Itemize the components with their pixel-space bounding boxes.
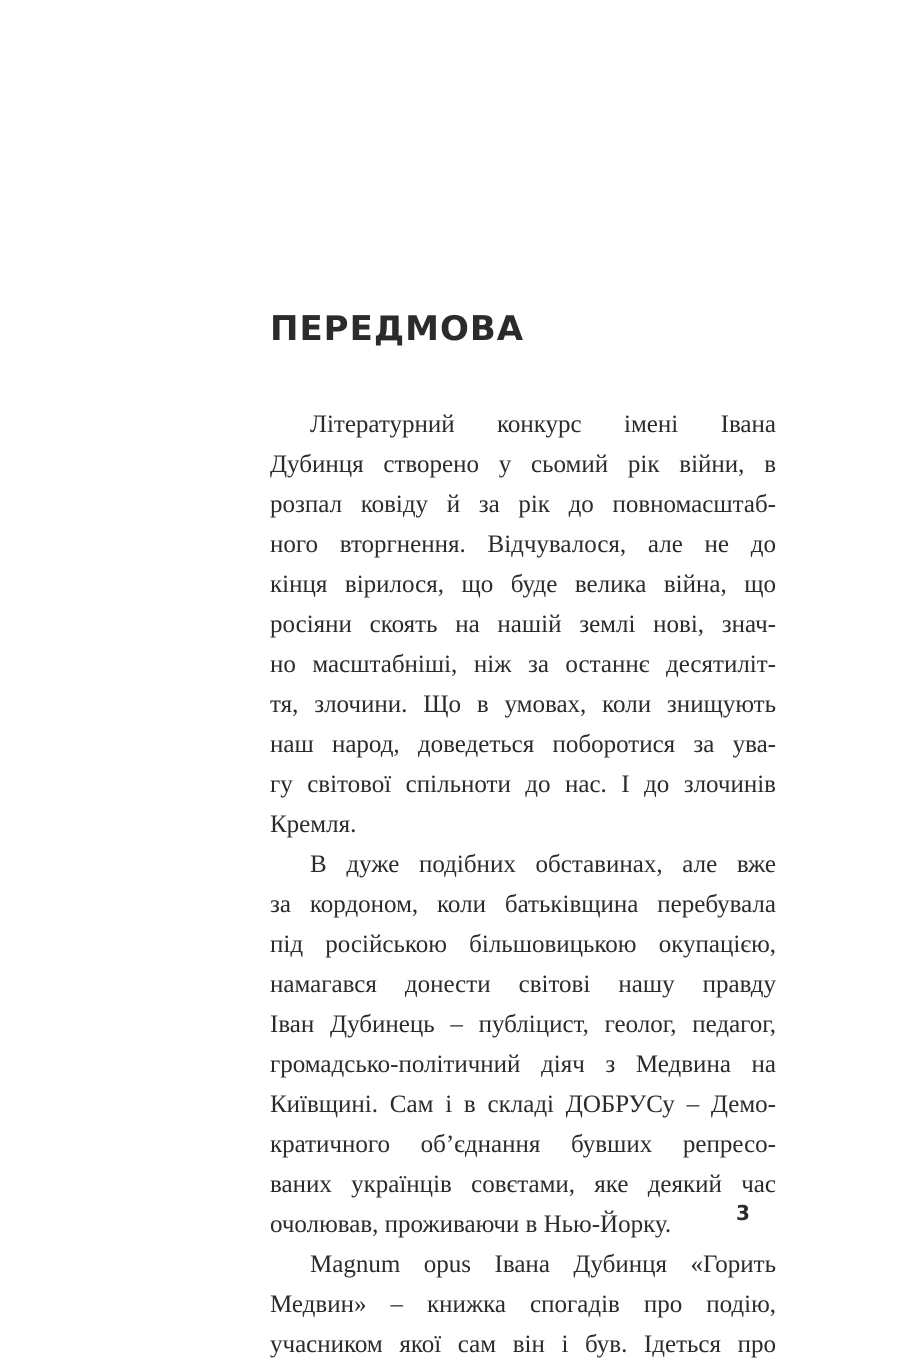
- page-number: 3: [736, 1201, 750, 1225]
- text-line: ваних українців совєтами, яке деякий час: [270, 1171, 776, 1198]
- text-line: Київщині. Сам і в складі ДОБРУСу – Демо-: [270, 1091, 776, 1118]
- text-line: розпал ковіду й за рік до повномасштаб-: [270, 491, 776, 518]
- text-line: кінця вірилося, що буде велика війна, що: [270, 571, 776, 598]
- text-line: учасником якої сам він і був. Ідеться про: [270, 1331, 776, 1358]
- text-line: ного вторгнення. Відчувалося, але не до: [270, 531, 776, 558]
- text-line: кратичного об’єднання бувших репресо-: [270, 1131, 776, 1158]
- text-line: Медвин» – книжка спогадів про подію,: [270, 1291, 776, 1318]
- text-line: за кордоном, коли батьківщина перебувала: [270, 891, 776, 918]
- text-line: під російською більшовицькою окупацією,: [270, 931, 776, 958]
- text-line: наш народ, доведеться поборотися за ува-: [270, 731, 776, 758]
- text-line: намагався донести світові нашу правду: [270, 971, 776, 998]
- text-line: Дубинця створено у сьомий рік війни, в: [270, 451, 776, 478]
- page-heading: ПЕРЕДМОВА: [270, 309, 525, 349]
- text-line: Літературний конкурс імені Івана: [310, 411, 776, 438]
- text-line: В дуже подібних обставинах, але вже: [310, 851, 776, 878]
- text-line: Magnum opus Івана Дубинця «Горить: [310, 1251, 776, 1278]
- body-text: [270, 405, 776, 1365]
- text-line: Кремля.: [270, 811, 357, 838]
- text-line: громадсько-політичний діяч з Медвина на: [270, 1051, 776, 1078]
- text-line: тя, злочини. Що в умовах, коли знищують: [270, 691, 776, 718]
- text-line: Іван Дубинець – публіцист, геолог, педагог,: [270, 1011, 776, 1038]
- text-line: но масштабніші, ніж за останнє десятиліт-: [270, 651, 776, 678]
- text-line: росіяни скоять на нашій землі нові, знач-: [270, 611, 776, 638]
- text-line: гу світової спільноти до нас. І до злочинів: [270, 771, 776, 798]
- text-line: очолював, проживаючи в Нью-Йорку.: [270, 1211, 672, 1238]
